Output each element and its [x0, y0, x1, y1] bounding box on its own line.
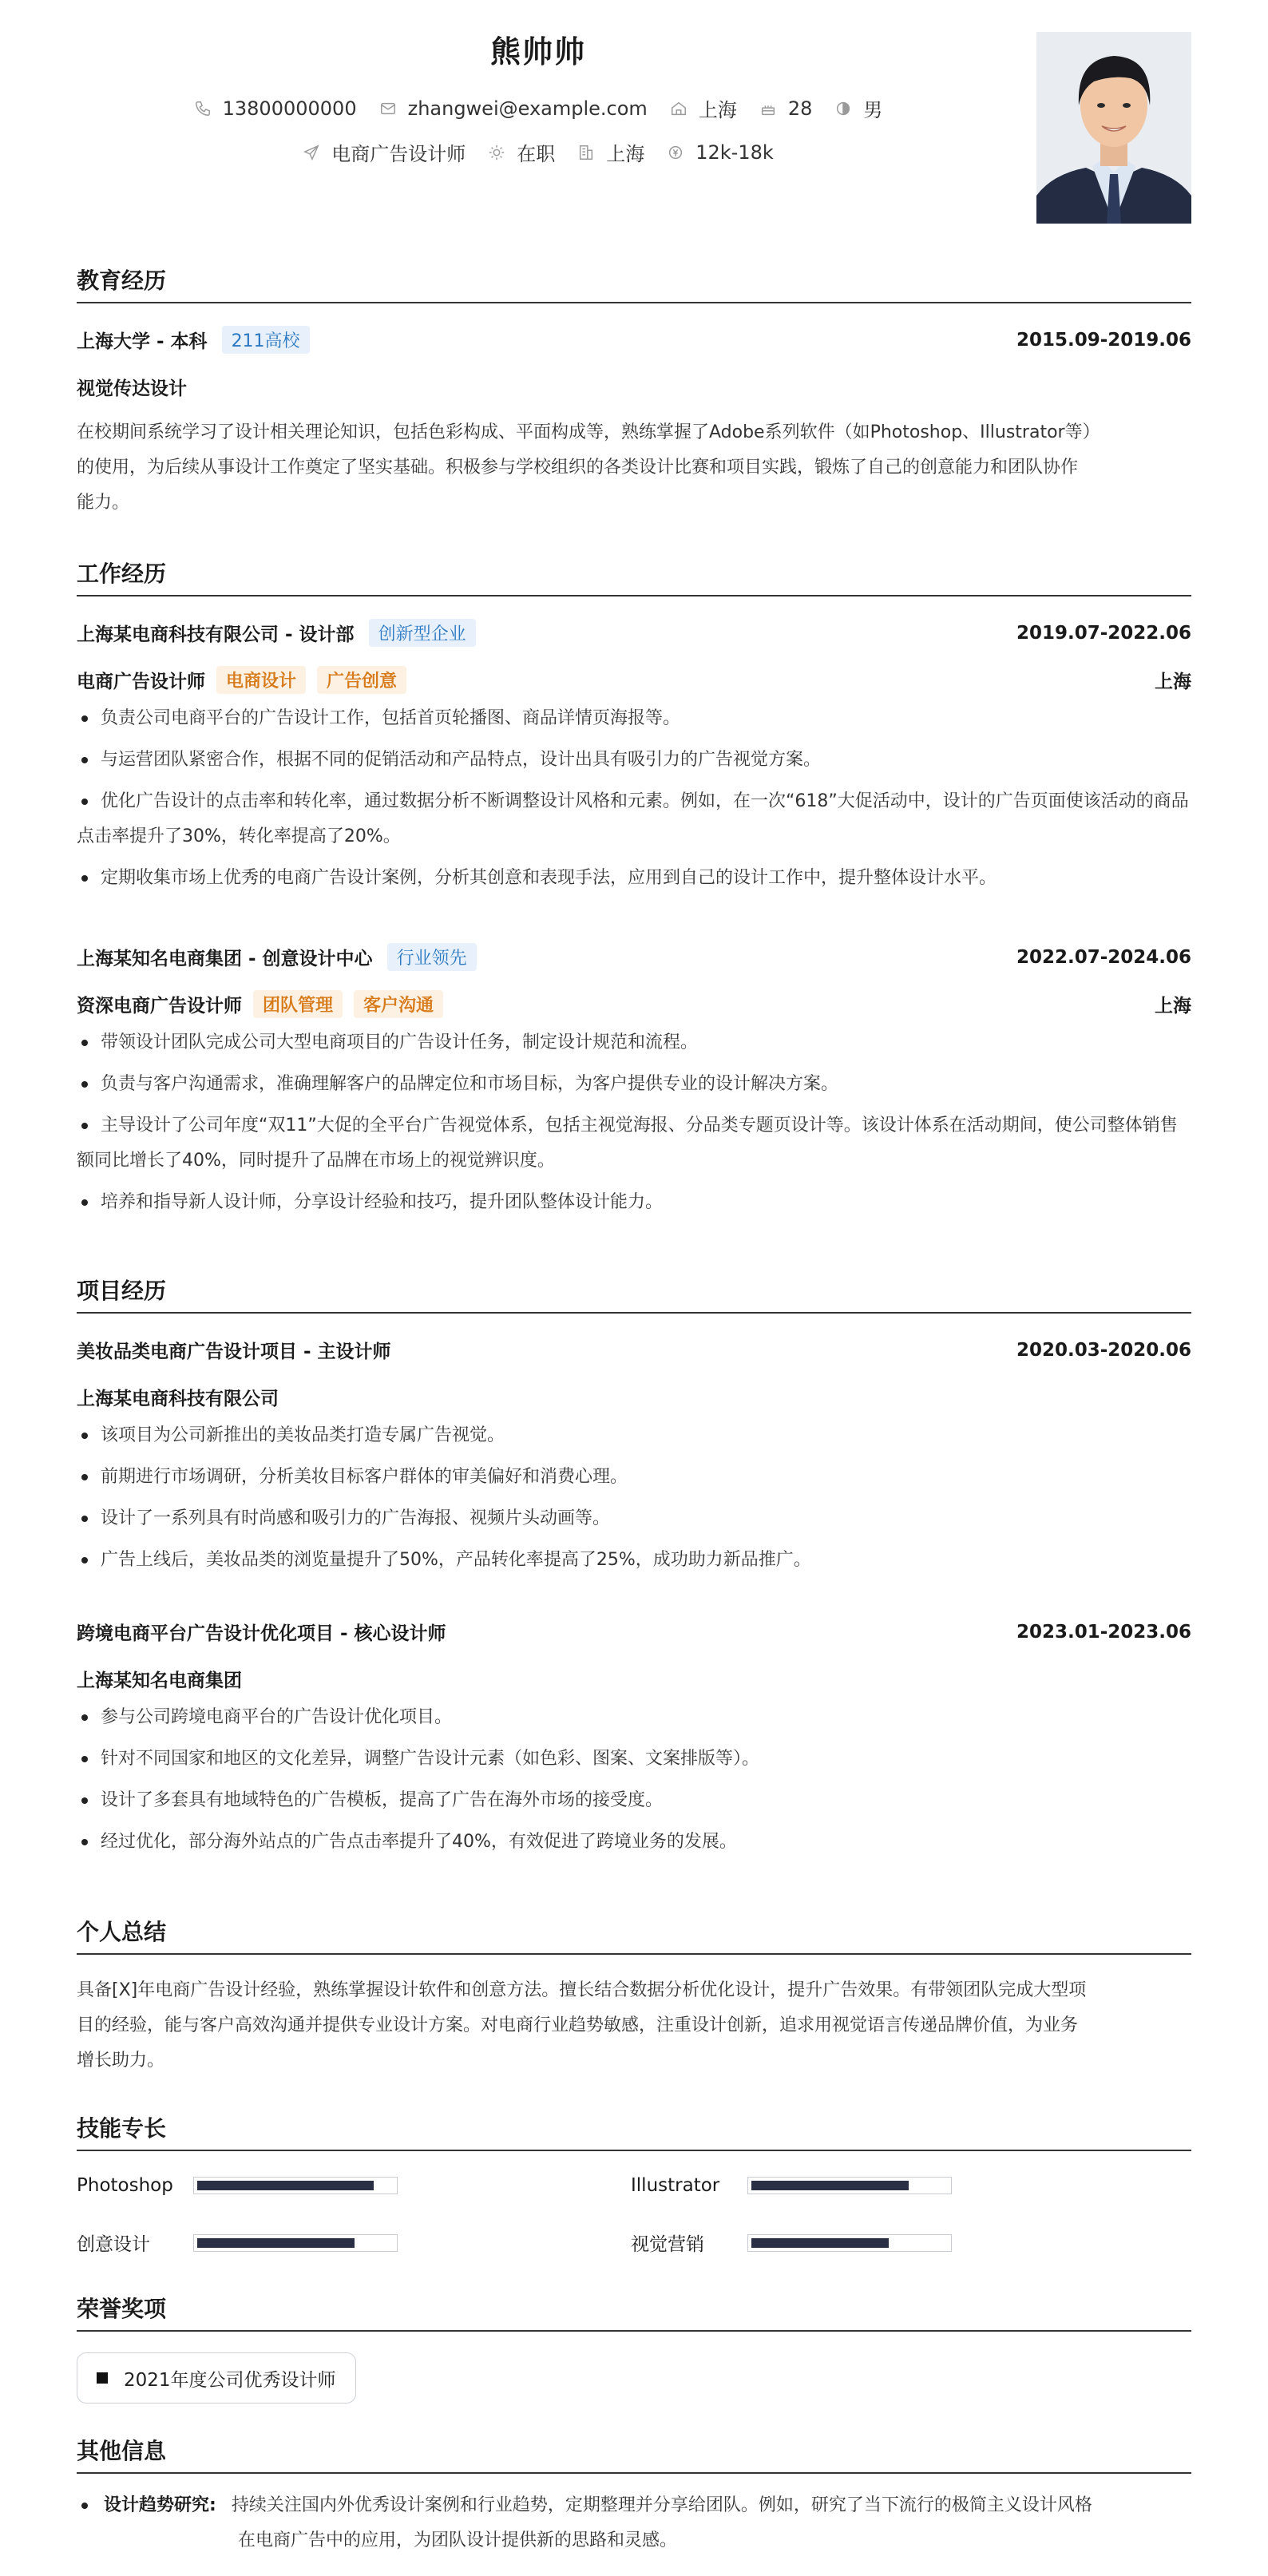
list-item: 该项目为公司新推出的美妆品类打造专属广告视觉。 — [77, 1418, 1191, 1453]
skill-bar — [193, 2177, 398, 2194]
project-date: 2023.01-2023.06 — [1016, 1621, 1191, 1643]
cake-icon — [759, 100, 777, 117]
other-info — [77, 2488, 1191, 2558]
job-title-info — [303, 138, 466, 166]
summary-line: 增长助力。 — [77, 2051, 165, 2071]
company-name: 上海某电商科技有限公司 - 设计部 — [77, 624, 355, 645]
skill-name: Photoshop — [77, 2175, 173, 2196]
education-description — [77, 415, 1191, 521]
skill-tag: 电商设计 — [216, 666, 306, 694]
education-desc-line: 能力。 — [77, 493, 130, 513]
project-org: 上海某知名电商集团 — [77, 1670, 242, 1691]
skill-item — [631, 2229, 952, 2256]
company-tag: 创新型企业 — [369, 619, 476, 647]
summary-line: 目的经验，能与客户高效沟通并提供专业设计方案。对电商行业趋势敏感，注重设计创新，追求用视觉语言传递品牌价值，为业务 — [77, 2015, 1079, 2035]
gender-icon — [834, 100, 852, 117]
email-text: zhangwei@example.com — [407, 97, 648, 120]
section-title: 项目经历 — [77, 1274, 1191, 1314]
section-title: 教育经历 — [77, 264, 1191, 303]
skill-name: Illustrator — [631, 2175, 720, 2196]
coin-icon — [667, 144, 684, 161]
work-section — [77, 557, 1191, 596]
list-item: 负责公司电商平台的广告设计工作，包括首页轮播图、商品详情页海报等。 — [77, 701, 1191, 736]
job-header — [77, 619, 1191, 647]
skill-bar — [747, 2234, 952, 2252]
job-title-text: 电商广告设计师 — [331, 143, 466, 165]
list-item: 参与公司跨境电商平台的广告设计优化项目。 — [77, 1700, 1191, 1735]
candidate-name: 熊帅帅 — [489, 34, 586, 69]
avatar-illustration — [1036, 32, 1191, 224]
major: 视觉传达设计 — [77, 378, 187, 399]
resume-header — [77, 0, 1191, 240]
other-label: 设计趋势研究: — [104, 2495, 216, 2515]
profile-photo — [1036, 32, 1191, 224]
company-name: 上海某知名电商集团 - 创意设计中心 — [77, 949, 373, 969]
position-title: 电商广告设计师 — [77, 672, 205, 692]
projects-section — [77, 1274, 1191, 1314]
age-text: 28 — [787, 97, 813, 120]
skills-section — [77, 2111, 1191, 2151]
phone-text: 13800000000 — [222, 97, 357, 120]
list-item: 针对不同国家和地区的文化差异，调整广告设计元素（如色彩、图案、文案排版等）。 — [77, 1742, 1191, 1777]
job-bullets — [77, 1025, 1191, 1227]
section-title: 工作经历 — [77, 557, 1191, 596]
contact-row — [77, 94, 1000, 122]
square-bullet-icon — [97, 2372, 108, 2384]
home-icon — [670, 100, 687, 117]
phone-icon — [194, 100, 212, 117]
list-item: 与运营团队紧密合作，根据不同的促销活动和产品特点，设计出具有吸引力的广告视觉方案。 — [77, 743, 1191, 778]
gender-text: 男 — [863, 99, 883, 121]
job-date: 2019.07-2022.06 — [1016, 622, 1191, 644]
position-title: 资深电商广告设计师 — [77, 996, 242, 1017]
skill-tag: 客户沟通 — [354, 990, 443, 1018]
location-info — [670, 94, 737, 122]
skill-item — [77, 2175, 398, 2196]
job-header — [77, 943, 1191, 971]
project-header — [77, 1337, 1191, 1363]
education-desc-line: 的使用，为后续从事设计工作奠定了坚实基础。积极参与学校组织的各类设计比赛和项目实践，锻炼了自己的创意能力和团队协作 — [77, 458, 1079, 478]
honors-section — [77, 2292, 1191, 2332]
skill-name: 创意设计 — [77, 2234, 150, 2255]
list-item: 优化广告设计的点击率和转化率，通过数据分析不断调整设计风格和元素。例如，在一次“618”大促活动中，设计的广告页面使该活动的商品点击率提升了30%，转化率提高了20%。 — [77, 784, 1191, 854]
skill-bar-fill — [197, 2181, 374, 2190]
job-city: 上海 — [1155, 672, 1191, 692]
school-tag: 211高校 — [222, 326, 310, 354]
job-bullets — [77, 701, 1191, 902]
award-text: 2021年度公司优秀设计师 — [124, 2369, 336, 2391]
project-bullets — [77, 1700, 1191, 1866]
position-row — [77, 666, 1191, 694]
list-item: 设计了多套具有地域特色的广告模板，提高了广告在海外市场的接受度。 — [77, 1783, 1191, 1818]
bullet-dot — [81, 2503, 88, 2509]
skill-item — [77, 2229, 398, 2256]
gender-info — [834, 94, 882, 122]
list-item: 前期进行市场调研，分析美妆目标客户群体的审美偏好和消费心理。 — [77, 1460, 1191, 1495]
salary-info — [667, 141, 774, 164]
position-row — [77, 990, 1191, 1018]
skill-tag: 团队管理 — [253, 990, 343, 1018]
sun-icon — [488, 144, 505, 161]
building-icon — [577, 144, 595, 161]
project-bullets — [77, 1418, 1191, 1584]
list-item: 带领设计团队完成公司大型电商项目的广告设计任务，制定设计规范和流程。 — [77, 1025, 1191, 1060]
summary-section — [77, 1915, 1191, 1955]
salary-text: 12k-18k — [695, 141, 774, 164]
skill-bar — [193, 2234, 398, 2252]
project-org-row — [77, 1666, 1191, 1692]
mail-icon — [379, 100, 397, 117]
list-item: 主导设计了公司年度“双11”大促的全平台广告视觉体系，包括主视觉海报、分品类专题页设计等。该设计体系在活动期间，使公司整体销售额同比增长了40%，同时提升了品牌在市场上的视觉辨识度。 — [77, 1108, 1191, 1179]
education-section — [77, 264, 1191, 303]
email-info — [379, 97, 648, 120]
section-title: 其他信息 — [77, 2434, 1191, 2474]
project-date: 2020.03-2020.06 — [1016, 1339, 1191, 1361]
education-entry-header — [77, 326, 1191, 354]
list-item: 经过优化，部分海外站点的广告点击率提升了40%，有效促进了跨境业务的发展。 — [77, 1825, 1191, 1860]
skill-tag: 广告创意 — [317, 666, 406, 694]
project-header — [77, 1619, 1191, 1645]
work-city-text: 上海 — [606, 143, 645, 165]
skill-bar-fill — [751, 2181, 909, 2190]
list-item: 设计了一系列具有时尚感和吸引力的广告海报、视频片头动画等。 — [77, 1501, 1191, 1536]
work-city-info — [577, 138, 644, 166]
send-icon — [303, 144, 320, 161]
skill-name: 视觉营销 — [631, 2234, 704, 2255]
phone-info — [194, 97, 357, 120]
summary-line: 具备[X]年电商广告设计经验，熟练掌握设计软件和创意方法。擅长结合数据分析优化设计，提升广告效果。有带领团队完成大型项 — [77, 1980, 1087, 2000]
skill-item — [631, 2175, 952, 2196]
other-line: 持续关注国内外优秀设计案例和行业趋势，定期整理并分享给团队。例如，研究了当下流行的极简主义设计风格 — [231, 2495, 1092, 2515]
education-desc-line: 在校期间系统学习了设计相关理论知识，包括色彩构成、平面构成等，熟练掌握了Adobe系列软件（如Photoshop、Illustrator等） — [77, 422, 1100, 442]
project-name: 美妆品类电商广告设计项目 - 主设计师 — [77, 1342, 391, 1362]
list-item: 负责与客户沟通需求，准确理解客户的品牌定位和市场目标，为客户提供专业的设计解决方案。 — [77, 1067, 1191, 1102]
project-name: 跨境电商平台广告设计优化项目 - 核心设计师 — [77, 1623, 446, 1644]
job-intent-row — [77, 138, 1000, 166]
education-date: 2015.09-2019.06 — [1016, 329, 1191, 351]
status-info — [488, 138, 555, 166]
school-name: 上海大学 - 本科 — [77, 331, 208, 352]
skill-bar-fill — [197, 2238, 355, 2248]
skill-bar — [747, 2177, 952, 2194]
major-row — [77, 374, 1191, 400]
project-org: 上海某电商科技有限公司 — [77, 1389, 279, 1409]
award-card — [77, 2352, 356, 2404]
job-city: 上海 — [1155, 996, 1191, 1017]
other-section — [77, 2434, 1191, 2474]
list-item: 广告上线后，美妆品类的浏览量提升了50%，产品转化率提高了25%，成功助力新品推广。 — [77, 1543, 1191, 1578]
list-item: 定期收集市场上优秀的电商广告设计案例，分析其创意和表现手法，应用到自己的设计工作中，提升整体设计水平。 — [77, 861, 1191, 896]
other-line: 在电商广告中的应用，为团队设计提供新的思路和灵感。 — [238, 2530, 678, 2550]
list-item: 培养和指导新人设计师，分享设计经验和技巧，提升团队整体设计能力。 — [77, 1185, 1191, 1220]
location-text: 上海 — [698, 99, 737, 121]
job-date: 2022.07-2024.06 — [1016, 946, 1191, 968]
company-tag: 行业领先 — [387, 943, 477, 971]
skill-bar-fill — [751, 2238, 889, 2248]
summary-text — [77, 1973, 1191, 2079]
status-text: 在职 — [517, 143, 556, 165]
age-info — [759, 97, 813, 120]
project-org-row — [77, 1384, 1191, 1410]
section-title: 个人总结 — [77, 1915, 1191, 1955]
section-title: 荣誉奖项 — [77, 2292, 1191, 2332]
section-title: 技能专长 — [77, 2111, 1191, 2151]
